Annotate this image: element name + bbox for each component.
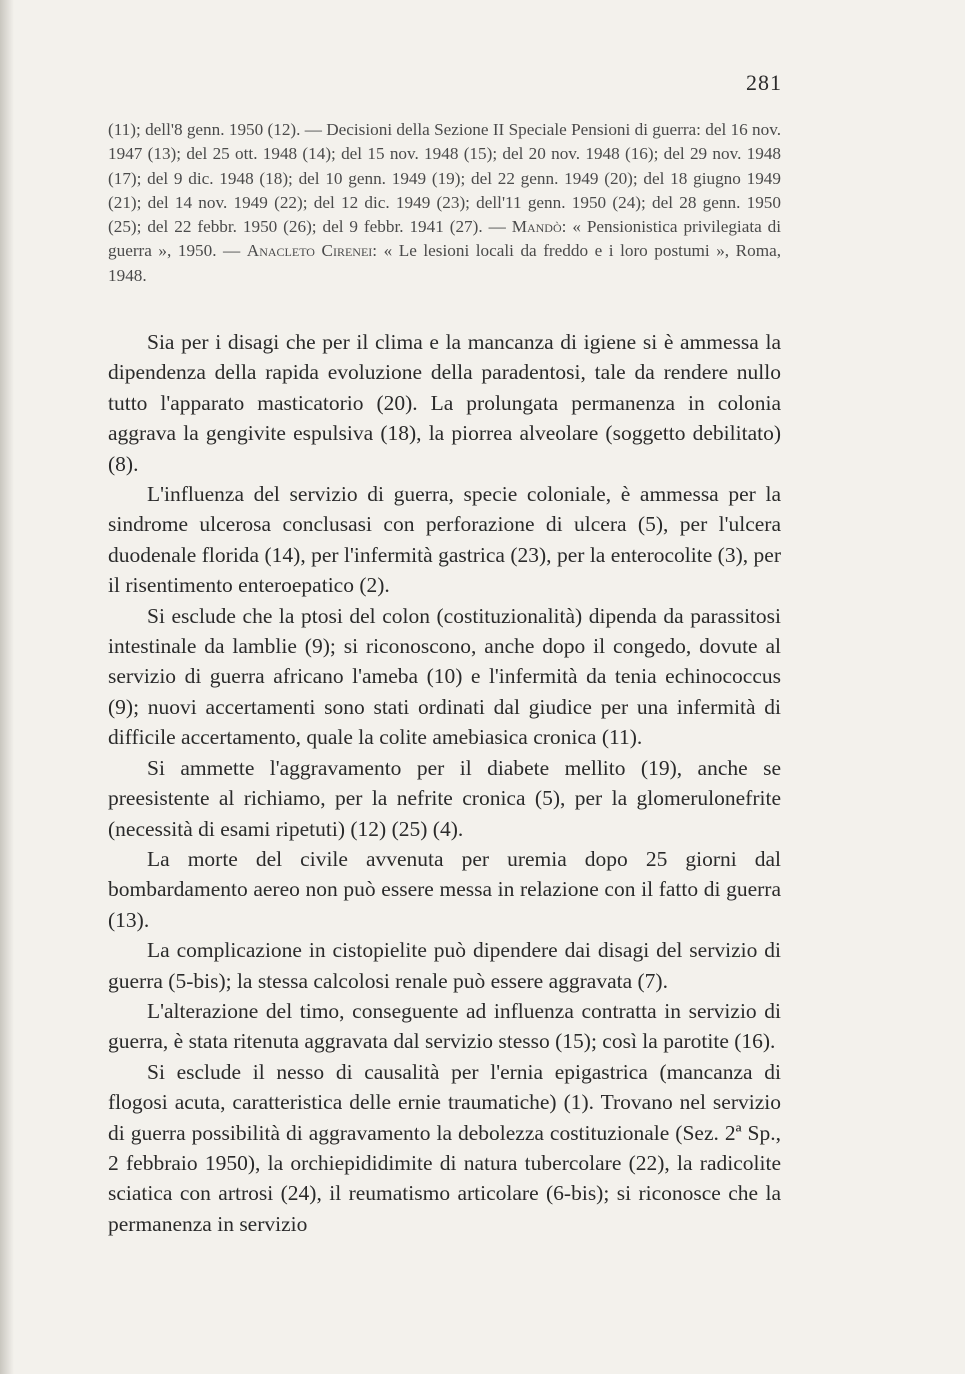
paragraph: La complicazione in cistopielite può dipendere dai disagi del servizio di guerra (5-bis); la stessa calcolosi renale può essere aggravata (7). [108,938,781,993]
paragraph: Si ammette l'aggravamento per il diabete mellito (19), anche se preesistente al richiamo, per la nefrite cronica (5), per la glomerulonefrite (necessità di esami ripetuti) (12) (25) (4). [108,755,781,841]
note-line: 1949 (19); del 22 genn. 1949 (20); del 18 giugno 1949 (21); del 14 nov. 1949 (22); [108,168,781,212]
note-line: del 12 dic. 1949 (23); dell'11 genn. 1950 (24); del 28 genn. 1950 (25); del 22 [108,192,781,237]
note-text: di guerra », 1950. — [108,217,782,261]
paragraph: Si esclude che la ptosi del colon (costituzionalità) dipenda da parassitosi intestinale da lamblie (9); si riconoscono, anche dopo il congedo, dovute al servizio di guerra africano l'ameba (10) e l'infermità da tenia echinococcus (9); nuovi accertamenti sono stati ordinati dal giudice per una infermità di difficile accertamento, quale la colite amebiasica cronica (11). [108,603,781,750]
note-text: : « Le lesioni locali da freddo e i [372,241,614,261]
paragraph: Sia per i disagi che per il clima e la mancanza di igiene si è ammessa la dipendenza della rapida evoluzione della paradentosi, tale da rendere nullo tutto l'apparato masticatorio (20). La prolungata permanenza in colonia aggrava la gengivite espulsiva (18), la piorrea alveolare (soggetto debilitato) (8). [108,330,781,476]
paragraph: Si esclude il nesso di causalità per l'ernia epigastrica (mancanza di flogosi acuta, caratteristica delle ernie traumatiche) (1). Trovano nel servizio di guerra possibilità di aggravamento la debolezza costituzionale (Sez. 2ª Sp., 2 febbraio 1950), la orchiepididimite di natura tubercolare (22), la radicolite sciatica con artrosi (24), il reumatismo articolare (6-bis); si riconosce che la permanenza in servizio [108,1059,781,1236]
note-line: loro postumi », Roma, 1948. [108,241,781,285]
note-text: : « Pensionistica privilegiata [561,217,762,237]
paragraph: L'alterazione del timo, conseguente ad influenza contratta in servizio di guerra, è stata ritenuta aggravata dal servizio stesso (15); così la parotite (16). [108,998,781,1054]
author-name: Mandò [511,217,562,237]
paragraph: L'influenza del servizio di guerra, specie coloniale, è ammessa per la sindrome ulcerosa conclusasi con perforazione di ulcera (5), per l'ulcera duodenale florida (14), per l'infermità gastrica (23), per la enterocolite (3), per il risentimento enteroepatico (2). [108,482,781,598]
note-line: guerra: del 16 nov. 1947 (13); del 25 ott. 1948 (14); del 15 nov. 1948 (15); [108,120,781,164]
page-number: 281 [746,70,782,95]
page-edge-shadow [0,0,14,1374]
paragraph: La morte del civile avvenuta per uremia dopo 25 giorni dal bombardamento aereo non può essere messa in relazione con il fatto di guerra (13). [108,846,781,932]
note-line: del 20 nov. 1948 (16); del 29 nov. 1948 (17); del 9 dic. 1948 (18); del 10 genn. [108,144,782,188]
main-text [108,327,781,1239]
note-line: febbr. 1950 (26); del 9 febbr. 1941 (27). — [197,217,512,237]
note-line: (11); dell'8 genn. 1950 (12). — Decisioni della Sezione II Speciale Pensioni di [108,120,648,139]
footnote-block [108,118,781,288]
author-name: Anacleto Cirenei [246,241,373,261]
